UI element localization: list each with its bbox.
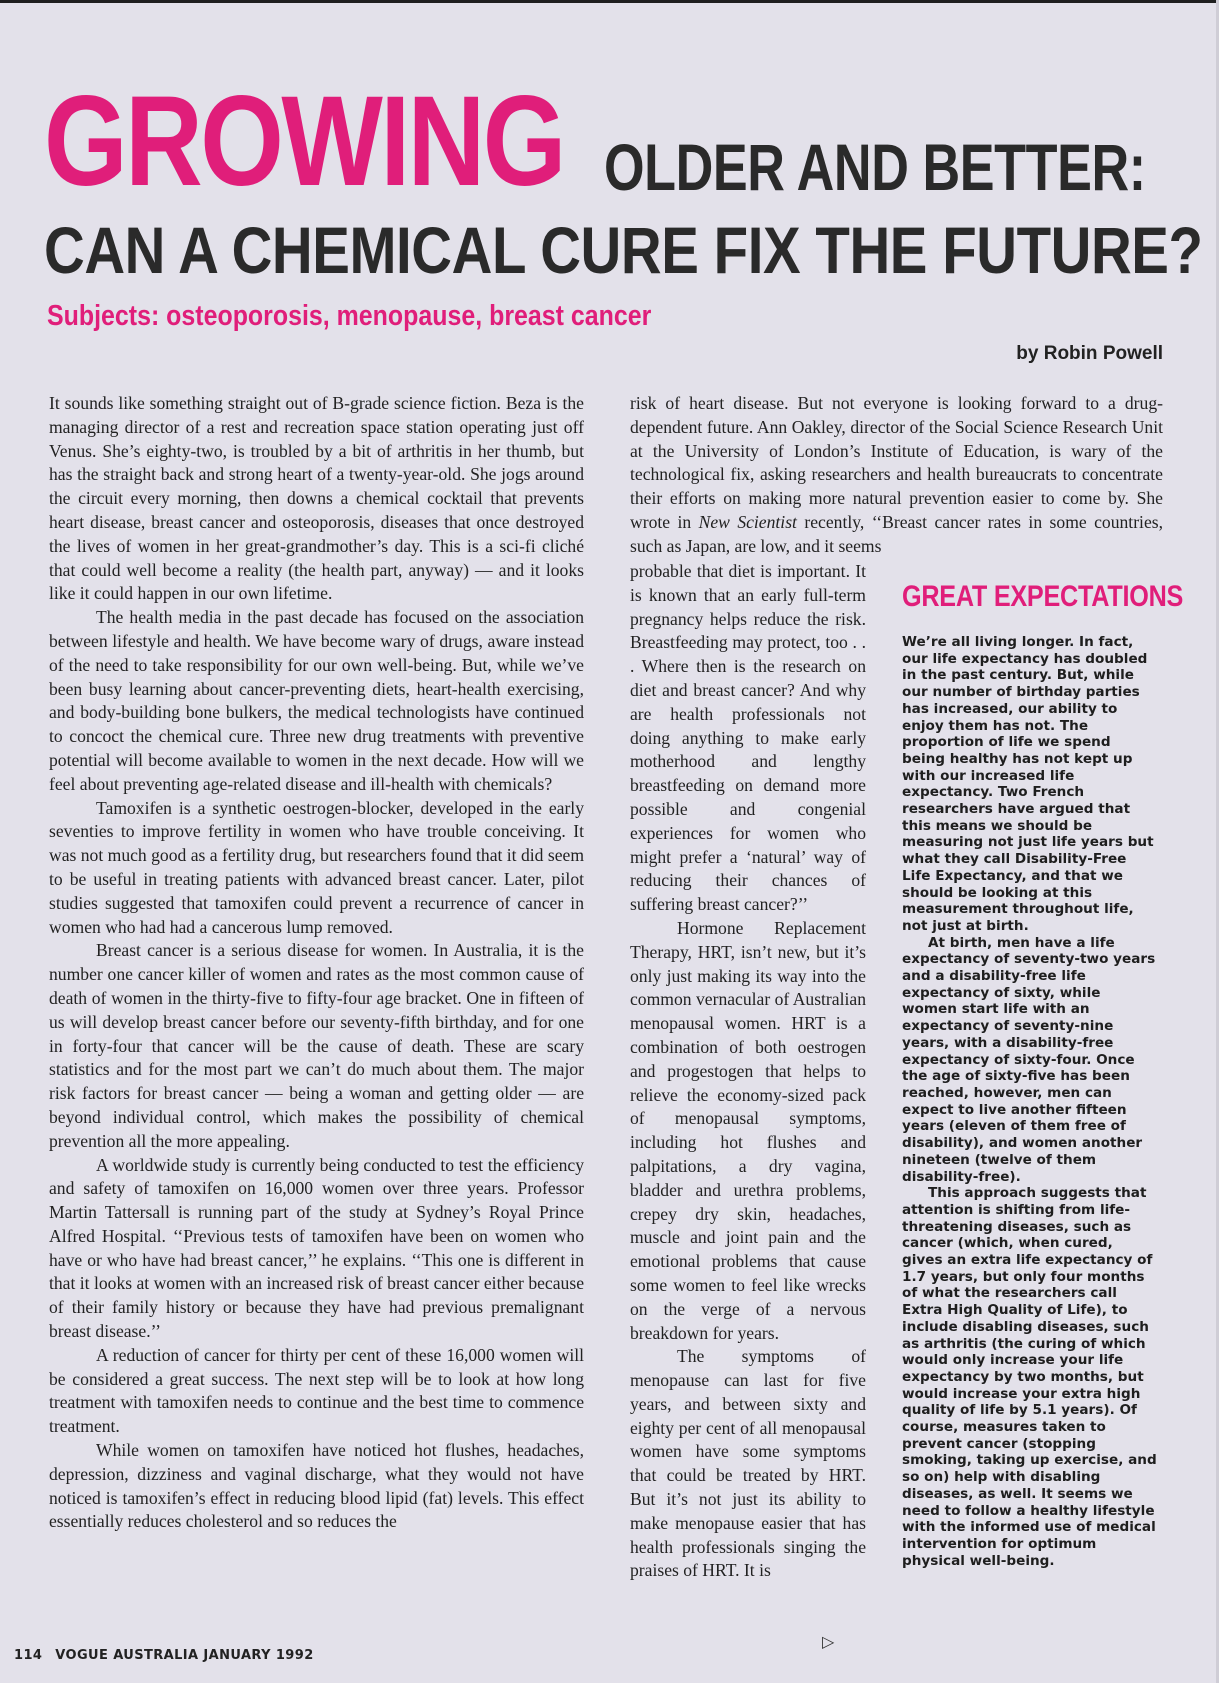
- headline-line-1: [44, 70, 1194, 213]
- paragraph: probable that diet is important. It is known that an early full-term pregnancy helps reduce the risk. Breastfeeding may protect, too . . . Where then is the research on diet and breast cancer? And why are health professionals not doing anything to make early motherhood and lengthy breastfeeding on demand more possible and congenial experiences for women who might prefer a ‘natural’ way of reducing their chances of suffering breast cancer?’’: [630, 561, 866, 915]
- publication-info: VOGUE AUSTRALIA JANUARY 1992: [55, 1648, 314, 1663]
- page-footer: [14, 1648, 314, 1663]
- sidebar-body: [902, 634, 1158, 1569]
- text-run: risk of heart disease. But not everyone is looking forward to a drug-dependent future. Ann Oakley, director of the Social Science Research Unit at the University of London’s Institute of Education, is wary of the technological fix, asking researchers and health bureaucrats to concentrate their efforts on making more natural prevention easier to come by. She wrote in: [630, 393, 1163, 532]
- paragraph: It sounds like something straight out of B-grade science fiction. Beza is the managing director of a rest and recreation space station operating just off Venus. She’s eighty-two, is troubled by a bit of arthritis in her thumb, but has the straight back and strong heart of a twenty-year-old. She jogs around the circuit every morning, then downs a chemical cocktail that prevents heart disease, breast cancer and osteoporosis, diseases that once destroyed the lives of women in her great-grandmother’s day. This is a sci-fi cliché that could well become a reality (the health part, anyway) — and it looks like it could happen in our own lifetime.: [49, 393, 584, 604]
- paragraph: Tamoxifen is a synthetic oestrogen-blocker, developed in the early seventies to improve fertility in women who have trouble conceiving. It was not much good as a fertility drug, but researchers found that it did seem to be useful in treating patients with advanced breast cancer. Later, pilot studies suggested that tamoxifen could prevent a recurrence of cancer in women who had had a cancerous lump removed.: [49, 797, 585, 937]
- paragraph: A reduction of cancer for thirty per cent of these 16,000 women will be considered a great success. The next step will be to look at how long treatment with tamoxifen needs to continue and the best time to commence treatment.: [49, 1344, 584, 1437]
- top-border: [0, 0, 1219, 3]
- paragraph: Hormone Replacement Therapy, HRT, isn’t new, but it’s only just making its way into the common vernacular of Australian menopausal women. HRT is a combination of both oestrogen and progestogen that helps to relieve the economy-sized pack of menopausal symptoms, including hot flushes and palpitations, a dry vagina, bladder and urethra problems, crepey dry skin, headaches, muscle and joint pain and the emotional problems that cause some women to feel like wrecks on the verge of a nervous breakdown for years.: [630, 917, 866, 1343]
- article-column-2-narrow: [630, 560, 866, 1583]
- article-column-1: [49, 392, 584, 1534]
- paragraph: Breast cancer is a serious disease for women. In Australia, it is the number one cancer killer of women and rates as the most common cause of death of women in the thirty-five to fifty-four age bracket. One in fifteen of us will develop breast cancer before our seventy-fifth birthday, and for one in forty-four that cancer will be the cause of death. These are scary statistics and for the most part we can’t do much about them. The major risk factors for breast cancer — being a woman and getting older — are beyond individual control, which makes the possibility of chemical prevention all the more appealing.: [49, 940, 584, 1151]
- text-run: recently, ‘‘Breast cancer rates in some countries, such as Japan, are low, and it seems: [630, 511, 1163, 556]
- byline: by Robin Powell: [1016, 343, 1163, 364]
- page-number: 114: [14, 1648, 43, 1663]
- headline-line-2: CAN A CHEMICAL CURE FIX THE FUTURE?: [44, 213, 1203, 287]
- sidebar-title: GREAT EXPECTATIONS: [902, 580, 1184, 613]
- subjects-line: Subjects: osteoporosis, menopause, breast cancer: [47, 300, 652, 332]
- headline-older-and-better: OLDER AND BETTER:: [604, 130, 1146, 204]
- paragraph: The health media in the past decade has focused on the association between lifestyle and health. We have become wary of drugs, aware instead of the need to take responsibility for our own well-being. But, while we’ve been busy learning about cancer-preventing diets, heart-health exercising, and body-building bone bulkers, the medical technologists have continued to concoct the chemical cure. Three new drug treatments with preventive potential will become available to women in the next decade. How will we feel about preventing age-related disease and ill-health with chemicals?: [49, 607, 584, 794]
- continue-arrow-icon: ▷: [822, 1632, 835, 1651]
- publication-title: New Scientist: [698, 511, 797, 532]
- paragraph: A worldwide study is currently being conducted to test the efficiency and safety of tamoxifen on 16,000 women over three years. Professor Martin Tattersall is running part of the study at Sydney’s Royal Prince Alfred Hospital. ‘‘Previous tests of tamoxifen have been on women who have or who have had breast cancer,’’ he explains. ‘‘This one is different in that it looks at women with an increased risk of breast cancer either because of their family history or because they have had previous premalignant breast disease.’’: [49, 1154, 584, 1342]
- article-column-2-top: [630, 392, 1163, 559]
- sidebar-paragraph: At birth, men have a life expectancy of seventy-two years and a disability-free life expectancy of sixty, while women start life with an expectancy of seventy-nine years, with a disability-free expectancy of sixty-four. Once the age of sixty-five has been reached, however, men can expect to live another fifteen years (eleven of them free of disability), and women another nineteen (twelve of them disability-free).: [902, 934, 1156, 1185]
- paragraph: The symptoms of menopause can last for five years, and between sixty and eighty per cent of all menopausal women have some symptoms that could be treated by HRT. But it’s not just its ability to make menopause easier that has health professionals singing the praises of HRT. It is: [630, 1346, 866, 1581]
- headline-growing: GROWING: [44, 70, 564, 213]
- paragraph: While women on tamoxifen have noticed hot flushes, headaches, depression, dizziness and vaginal discharge, what they would not have noticed is tamoxifen’s effect in reducing blood lipid (fat) levels. This effect essentially reduces cholesterol and so reduces the: [49, 1440, 584, 1532]
- paragraph: [630, 392, 1163, 559]
- sidebar-great-expectations: [902, 580, 1192, 1569]
- sidebar-paragraph: This approach suggests that attention is shifting from life-threatening diseases, such as cancer (which, when cured, gives an extra life expectancy of 1.7 years, but only four months of what the researchers call Extra High Quality of Life), to include disabling diseases, such as arthritis (the curing of which would only increase your life expectancy by two months, but would increase your extra high quality of life by 5.1 years). Of course, measures taken to prevent cancer (stopping smoking, taking up exercise, and so on) help with disabling diseases, as well. It seems we need to follow a healthy lifestyle with the informed use of medical intervention for optimum physical well-being.: [902, 1185, 1157, 1569]
- sidebar-paragraph: We’re all living longer. In fact, our life expectancy has doubled in the past century. But, while our number of birthday parties has increased, our ability to enjoy them has not. The proportion of life we spend being healthy has not kept up with our increased life expectancy. Two French researchers have argued that this means we should be measuring not just life years but what they call Disability-Free Life Expectancy, and that we should be looking at this measurement throughout life, not just at birth.: [902, 634, 1154, 934]
